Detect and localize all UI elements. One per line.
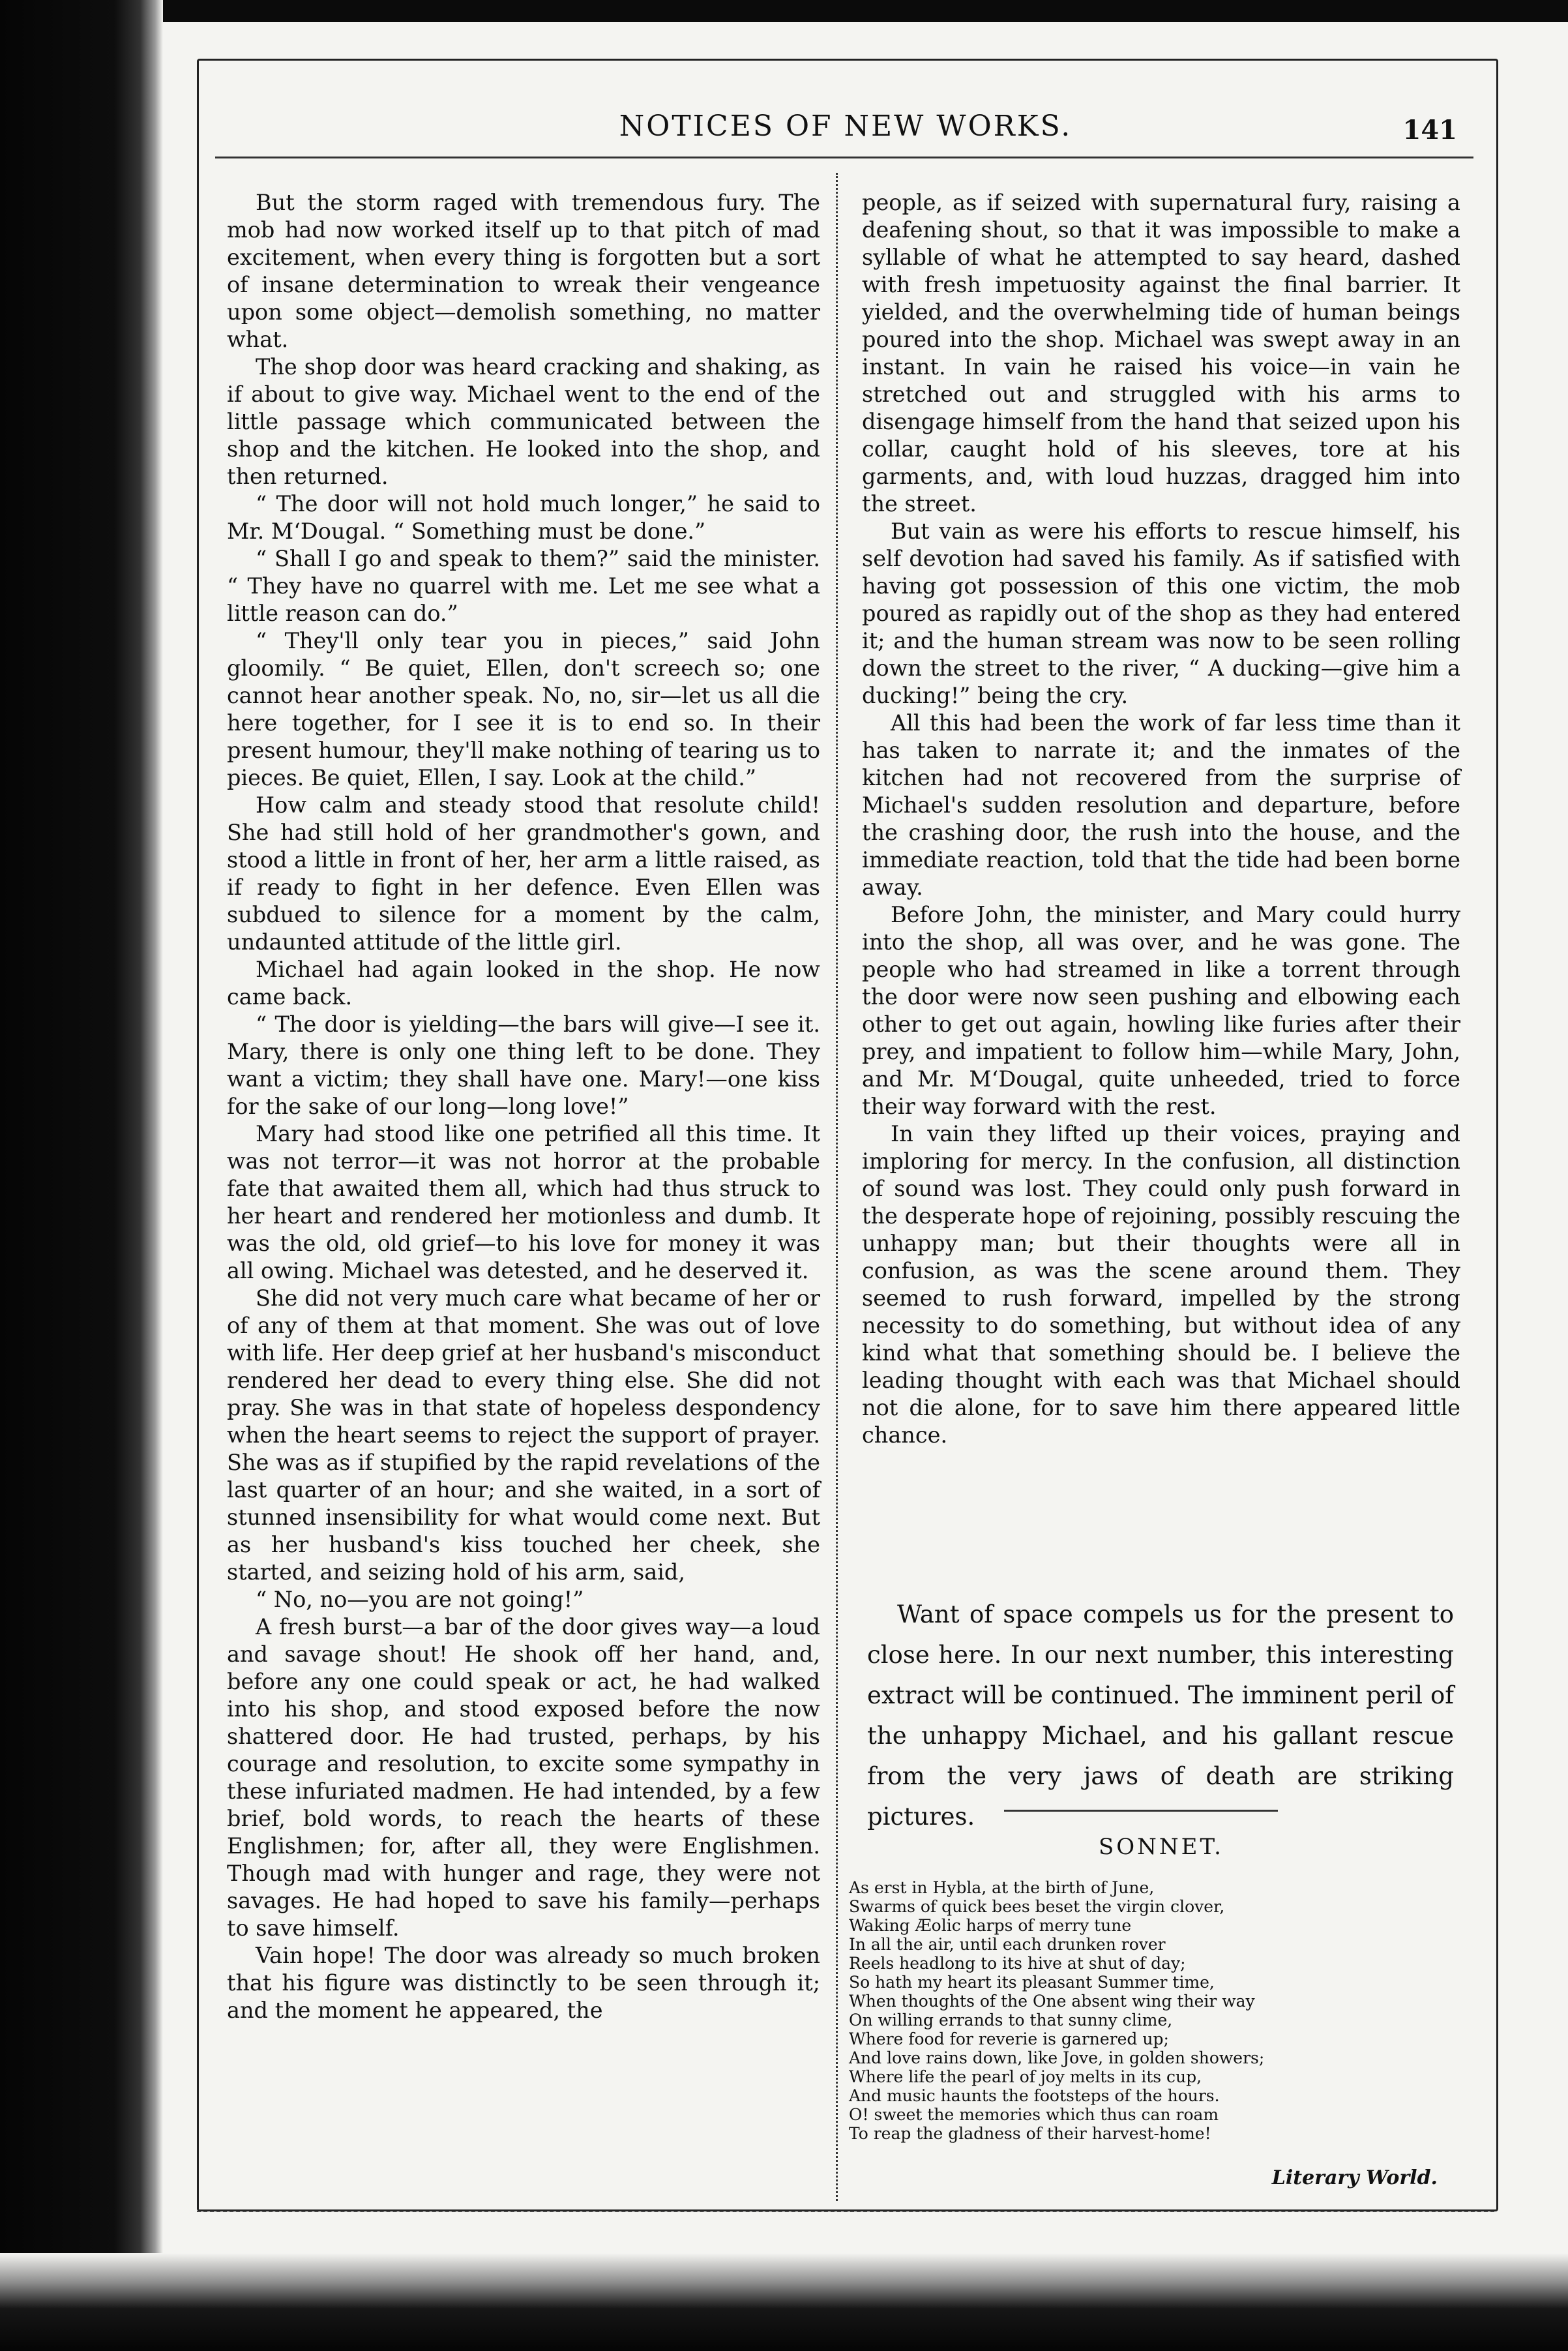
page-number: 141 xyxy=(1402,115,1457,145)
sonnet-line: Swarms of quick bees beset the virgin clover, xyxy=(849,1897,1225,1916)
sonnet-line: In all the air, until each drunken rover xyxy=(849,1935,1166,1954)
sonnet-line: So hath my heart its pleasant Summer time, xyxy=(849,1973,1215,1992)
sonnet-title: SONNET. xyxy=(1099,1834,1224,1860)
paragraph: “ Shall I go and speak to them?” said the minister. “ They have no quarrel with me. Let me see what a little reason can do.” xyxy=(227,546,820,626)
scan-bottom-edge xyxy=(0,2253,1568,2351)
paragraph: Vain hope! The door was already so much broken that his figure was distinctly to be seen through it; and the moment he appeared, the xyxy=(227,1943,820,2023)
page-border-bottom xyxy=(197,2211,1494,2212)
paragraph: In vain they lifted up their voices, praying and imploring for mercy. In the confusion, all distinction of sound was lost. They could only push forward in the desperate hope of rejoining, possibly rescuing the unhappy man; but their thoughts were all in confusion, as was the scene around them. They seemed to rush forward, impelled by the strong necessity to do something, but without idea of any kind what that something should be. I believe the leading thought with each was that Michael should not die alone, for to save him there appeared little chance. xyxy=(862,1121,1460,1448)
sonnet-line: Waking Æolic harps of merry tune xyxy=(849,1916,1132,1935)
header-rule xyxy=(215,157,1473,158)
paragraph: Mary had stood like one petrified all this time. It was not terror—it was not horror at the probable fate that awaited them all, which had thus struck to her heart and rendered her motionless and dumb. It was the old, old grief—to his love for money it was all owing. Michael was detested, and he deserved it. xyxy=(227,1121,820,1283)
paragraph: She did not very much care what became of her or of any of them at that moment. She was out of love with life. Her deep grief at her husband's misconduct rendered her dead to every thing else. She did not pray. She was in that state of hopeless despondency when the heart seems to reject the support of prayer. She was as if stupified by the rapid revelations of the last quarter of an hour; and she waited, in a sort of stunned insensibility for what would come next. But as her husband's kiss touched her cheek, she started, and seizing hold of his arm, said, xyxy=(227,1285,820,1585)
paragraph: Before John, the minister, and Mary could hurry into the shop, all was over, and he was gone. The people who had streamed in like a torrent through the door were now seen pushing and elbowing each other to get out again, howling like furies after their prey, and impatient to follow him—while Mary, John, and Mr. M‘Dougal, quite unheeded, tried to force their way forward with the rest. xyxy=(862,902,1460,1119)
sonnet-line: On willing errands to that sunny clime, xyxy=(849,2011,1173,2029)
sonnet-line: To reap the gladness of their harvest-home! xyxy=(849,2124,1211,2143)
sonnet-line: Where life the pearl of joy melts in its cup, xyxy=(849,2067,1202,2086)
scan-binding-shadow xyxy=(0,0,163,2351)
section-divider xyxy=(1004,1810,1278,1812)
paragraph: The shop door was heard cracking and shaking, as if about to give way. Michael went to the end of the little passage which communicated between the shop and the kitchen. He looked into the shop, and then returned. xyxy=(227,354,820,489)
sonnet-line: As erst in Hybla, at the birth of June, xyxy=(849,1878,1155,1897)
running-title: NOTICES OF NEW WORKS. xyxy=(619,110,1072,143)
editor-note xyxy=(867,1595,1454,1837)
sonnet-line: And love rains down, like Jove, in golden showers; xyxy=(849,2048,1265,2067)
paragraph: “ The door is yielding—the bars will give—I see it. Mary, there is only one thing left to be done. They want a victim; they shall have one. Mary!—one kiss for the sake of our long—long love!” xyxy=(227,1011,820,1119)
paragraph: But vain as were his efforts to rescue himself, his self devotion had saved his family. As if satisfied with having got possession of this one victim, the mob poured as rapidly out of the shop as they had entered it; and the human stream was now to be seen rolling down the street to the river, “ A ducking—give him a ducking!” being the cry. xyxy=(862,518,1460,708)
editor-note-text: Want of space compels us for the present to close here. In our next number, this interesting extract will be continued. The imminent peril of the unhappy Michael, and his gallant rescue from the very jaws of death are striking pictures. xyxy=(867,1600,1454,1831)
paragraph: How calm and steady stood that resolute child! She had still hold of her grandmother's gown, and stood a little in front of her, her arm a little raised, as if ready to fight in her defence. Even Ellen was subdued to silence for a moment by the calm, undaunted attitude of the little girl. xyxy=(227,792,820,955)
sonnet-line: Reels headlong to its hive at shut of day; xyxy=(849,1954,1186,1973)
sonnet-lines xyxy=(849,1878,1462,2143)
sonnet-line: O! sweet the memories which thus can roam xyxy=(849,2105,1219,2124)
sonnet-line: When thoughts of the One absent wing their way xyxy=(849,1992,1255,2011)
sonnet-line: Where food for reverie is garnered up; xyxy=(849,2029,1169,2048)
sonnet-line: And music haunts the footsteps of the hours. xyxy=(849,2086,1220,2105)
paragraph: “ They'll only tear you in pieces,” said John gloomily. “ Be quiet, Ellen, don't screech so; one cannot hear another speak. No, no, sir—let us all die here together, for I see it is to end so. In their present humour, they'll make nothing of tearing us to pieces. Be quiet, Ellen, I say. Look at the child.” xyxy=(227,628,820,790)
paragraph: “ The door will not hold much longer,” he said to Mr. M‘Dougal. “ Something must be done.” xyxy=(227,491,820,544)
sonnet-attribution: Literary World. xyxy=(1271,2166,1438,2189)
paragraph: All this had been the work of far less time than it has taken to narrate it; and the inmates of the kitchen had not recovered from the surprise of Michael's sudden resolution and departure, before the crashing door, the rush into the house, and the immediate reaction, told that the tide had been borne away. xyxy=(862,710,1460,900)
paragraph: A fresh burst—a bar of the door gives way—a loud and savage shout! He shook off her hand, and, before any one could speak or act, he had walked into his shop, and stood exposed before the now shattered door. He had trusted, perhaps, by his courage and resolution, to excite some sympathy in these infuriated madmen. He had intended, by a few brief, bold words, to reach the hearts of these Englishmen; for, after all, they were Englishmen. Though mad with hunger and rage, they were not savages. He had hoped to save his family—perhaps to save himself. xyxy=(227,1614,820,1941)
paragraph: But the storm raged with tremendous fury. The mob had now worked itself up to that pitch of mad excitement, when every thing is forgotten but a sort of insane determination to wreak their vengeance upon some object—demolish something, no matter what. xyxy=(227,190,820,352)
right-column xyxy=(862,189,1460,1449)
left-column xyxy=(227,189,820,2024)
scan-top-edge xyxy=(0,0,1568,22)
paragraph: people, as if seized with supernatural fury, raising a deafening shout, so that it was impossible to make a syllable of what he attempted to say heard, dashed with fresh impetuosity against the final barrier. It yielded, and the overwhelming tide of human beings poured into the shop. Michael was swept away in an instant. In vain he raised his voice—in vain he stretched out and struggled with his arms to disengage himself from the hand that seized upon his collar, caught hold of his sleeves, tore at his garments, and, with loud huzzas, dragged him into the street. xyxy=(862,190,1460,517)
column-divider xyxy=(836,173,838,2201)
paragraph: Michael had again looked in the shop. He now came back. xyxy=(227,957,820,1010)
paragraph: “ No, no—you are not going!” xyxy=(256,1587,584,1612)
